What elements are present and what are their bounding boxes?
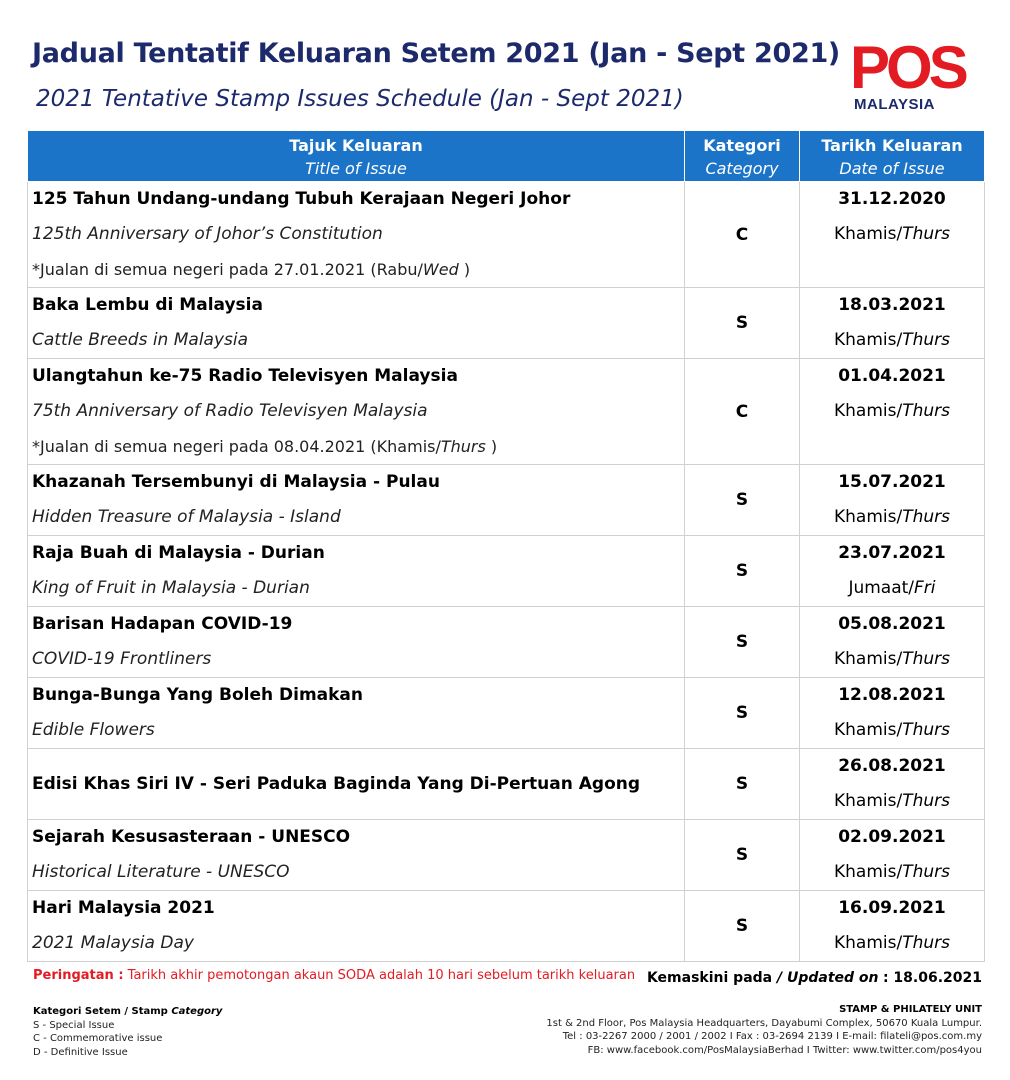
category-cell: C	[685, 359, 800, 465]
issue-date: 18.03.2021	[838, 295, 946, 315]
issue-day	[800, 217, 984, 252]
table-row	[28, 607, 985, 678]
day-en: Thurs	[902, 791, 950, 811]
issue-day	[800, 855, 984, 890]
issue-title-cell	[28, 359, 685, 465]
issue-title-en: Hidden Treasure of Malaysia - Island	[32, 507, 341, 527]
warning-text: Tarikh akhir pemotongan akaun SODA adalah 10 hari sebelum tarikh keluaran	[127, 968, 636, 983]
legend-title-en: Category	[171, 1006, 223, 1017]
day-en: Thurs	[902, 330, 950, 350]
issue-day	[800, 500, 984, 535]
day-ms: Khamis/	[834, 224, 903, 244]
pos-malaysia-logo	[850, 34, 982, 118]
column-header-label: Tarikh Keluaran	[821, 136, 963, 155]
table-row	[28, 359, 985, 465]
date-cell	[800, 359, 985, 465]
column-header-date	[800, 131, 985, 182]
issue-title-en: 2021 Malaysia Day	[32, 933, 194, 953]
issue-title-cell	[28, 891, 685, 962]
page-title: Jadual Tentatif Keluaran Setem 2021 (Jan - Sept 2021)	[32, 38, 840, 69]
issue-date: 31.12.2020	[838, 189, 946, 209]
day-ms: Khamis/	[834, 649, 903, 669]
table-row	[28, 749, 985, 820]
day-en: Thurs	[902, 862, 950, 882]
issue-title-en: Historical Literature - UNESCO	[32, 862, 290, 882]
contact-info	[546, 1003, 982, 1057]
issue-date: 01.04.2021	[838, 366, 946, 386]
day-ms: Jumaat/	[848, 578, 915, 598]
day-ms: Khamis/	[834, 507, 903, 527]
day-en: Thurs	[902, 401, 950, 421]
updated-label-en: / Updated on	[776, 970, 879, 986]
issue-title-en: 125th Anniversary of Johor’s Constitution	[32, 224, 383, 244]
date-cell	[800, 891, 985, 962]
issue-title-cell	[28, 749, 685, 820]
category-cell: S	[685, 607, 800, 678]
category-legend	[33, 1005, 222, 1059]
table-row	[28, 678, 985, 749]
issue-title-ms: Khazanah Tersembunyi di Malaysia - Pulau	[32, 472, 440, 492]
day-ms: Khamis/	[834, 862, 903, 882]
category-cell: S	[685, 465, 800, 536]
issue-title-cell	[28, 607, 685, 678]
issue-date: 26.08.2021	[838, 756, 946, 776]
unit-title: STAMP & PHILATELY UNIT	[839, 1004, 982, 1015]
date-cell	[800, 182, 985, 288]
day-en: Thurs	[902, 224, 950, 244]
date-cell	[800, 536, 985, 607]
day-ms: Khamis/	[834, 933, 903, 953]
issue-title-cell	[28, 536, 685, 607]
table-row	[28, 465, 985, 536]
unit-contacts: Tel : 03-2267 2000 / 2001 / 2002 I Fax : 03-2694 2139 I E-mail: filateli@pos.com.my	[562, 1031, 982, 1042]
warning-label: Peringatan :	[33, 968, 124, 983]
page-subtitle: 2021 Tentative Stamp Issues Schedule (Jan - Sept 2021)	[36, 86, 684, 112]
issue-title-ms: Ulangtahun ke-75 Radio Televisyen Malaysia	[32, 366, 458, 386]
date-cell	[800, 678, 985, 749]
day-ms: Khamis/	[834, 720, 903, 740]
day-en: Thurs	[902, 507, 950, 527]
issue-date: 16.09.2021	[838, 898, 946, 918]
legend-item: C - Commemorative issue	[33, 1033, 163, 1044]
issue-day	[800, 784, 984, 819]
category-cell: S	[685, 678, 800, 749]
day-ms: Khamis/	[834, 401, 903, 421]
table-row	[28, 288, 985, 359]
category-cell: S	[685, 749, 800, 820]
schedule-table	[27, 130, 985, 962]
note-text: *Jualan di semua negeri pada 08.04.2021 (Khamis/	[32, 437, 441, 456]
column-header-label-en: Category	[705, 159, 779, 178]
date-cell	[800, 749, 985, 820]
table-row	[28, 820, 985, 891]
note-close: )	[490, 437, 498, 456]
legend-item: D - Definitive Issue	[33, 1046, 128, 1058]
issue-date: 05.08.2021	[838, 614, 946, 634]
issue-title-ms: Edisi Khas Siri IV - Seri Paduka Baginda Yang Di-Pertuan Agong	[32, 773, 641, 794]
category-cell: S	[685, 536, 800, 607]
unit-social: FB: www.facebook.com/PosMalaysiaBerhad I Twitter: www.twitter.com/pos4you	[587, 1044, 982, 1056]
day-ms: Khamis/	[834, 791, 903, 811]
table-row	[28, 182, 985, 288]
table-row	[28, 891, 985, 962]
issue-note	[32, 429, 684, 464]
column-header-category	[685, 131, 800, 182]
warning-note	[33, 968, 635, 983]
issue-note	[32, 252, 684, 287]
updated-label-ms: Kemaskini pada	[646, 970, 777, 986]
issue-title-ms: Bunga-Bunga Yang Boleh Dimakan	[32, 685, 364, 705]
issue-title-ms: Raja Buah di Malaysia - Durian	[32, 543, 325, 563]
column-header-label-en: Title of Issue	[305, 159, 407, 178]
issue-title-ms: Barisan Hadapan COVID-19	[32, 614, 293, 634]
note-text: *Jualan di semua negeri pada 27.01.2021 (Rabu/	[32, 260, 423, 279]
legend-title	[33, 1005, 222, 1019]
legend-title-ms: Kategori Setem / Stamp	[33, 1006, 172, 1017]
issue-title-cell	[28, 465, 685, 536]
column-header-title	[28, 131, 685, 182]
day-en: Thurs	[902, 933, 950, 953]
issue-day	[800, 926, 984, 961]
issue-date: 23.07.2021	[838, 543, 946, 563]
column-header-label-en: Date of Issue	[839, 159, 945, 178]
day-ms: Khamis/	[834, 330, 903, 350]
issue-title-ms: Hari Malaysia 2021	[32, 898, 215, 918]
date-cell	[800, 607, 985, 678]
day-en: Thurs	[902, 649, 950, 669]
issue-title-en: 75th Anniversary of Radio Televisyen Malaysia	[32, 401, 428, 421]
note-day-en: Thurs	[440, 437, 486, 456]
issue-title-ms: 125 Tahun Undang-undang Tubuh Kerajaan Negeri Johor	[32, 189, 571, 209]
legend-item: S - Special Issue	[33, 1019, 115, 1031]
unit-address: 1st & 2nd Floor, Pos Malaysia Headquarters, Dayabumi Complex, 50670 Kuala Lumpur.	[546, 1017, 982, 1029]
logo-wordmark: POS	[850, 34, 965, 101]
table-row	[28, 536, 985, 607]
column-header-label: Kategori	[703, 136, 781, 155]
note-close: )	[463, 260, 471, 279]
day-en: Thurs	[902, 720, 950, 740]
issue-title-cell	[28, 678, 685, 749]
issue-title-en: King of Fruit in Malaysia - Durian	[32, 578, 310, 598]
table-header-row	[28, 131, 985, 182]
issue-title-cell	[28, 820, 685, 891]
note-day-en: Wed	[422, 260, 459, 279]
column-header-label: Tajuk Keluaran	[289, 136, 423, 155]
issue-title-ms: Baka Lembu di Malaysia	[32, 295, 263, 315]
issue-day	[800, 713, 984, 748]
issue-title-ms: Sejarah Kesusasteraan - UNESCO	[32, 827, 351, 847]
issue-day	[800, 323, 984, 358]
issue-date: 02.09.2021	[838, 827, 946, 847]
issue-day	[800, 642, 984, 677]
category-cell: S	[685, 288, 800, 359]
date-cell	[800, 465, 985, 536]
date-cell	[800, 820, 985, 891]
issue-day	[800, 394, 984, 429]
issue-date: 12.08.2021	[838, 685, 946, 705]
category-cell: S	[685, 820, 800, 891]
day-en: Fri	[914, 578, 936, 598]
date-cell	[800, 288, 985, 359]
updated-date: : 18.06.2021	[882, 970, 982, 986]
category-cell: S	[685, 891, 800, 962]
issue-title-en: Edible Flowers	[32, 720, 155, 740]
logo-subtext: MALAYSIA	[854, 96, 935, 113]
issue-title-en: Cattle Breeds in Malaysia	[32, 330, 249, 350]
issue-title-cell	[28, 182, 685, 288]
updated-on	[647, 970, 982, 986]
category-cell: C	[685, 182, 800, 288]
issue-date: 15.07.2021	[838, 472, 946, 492]
issue-day	[800, 571, 984, 606]
issue-title-en: COVID-19 Frontliners	[32, 649, 212, 669]
issue-title-cell	[28, 288, 685, 359]
